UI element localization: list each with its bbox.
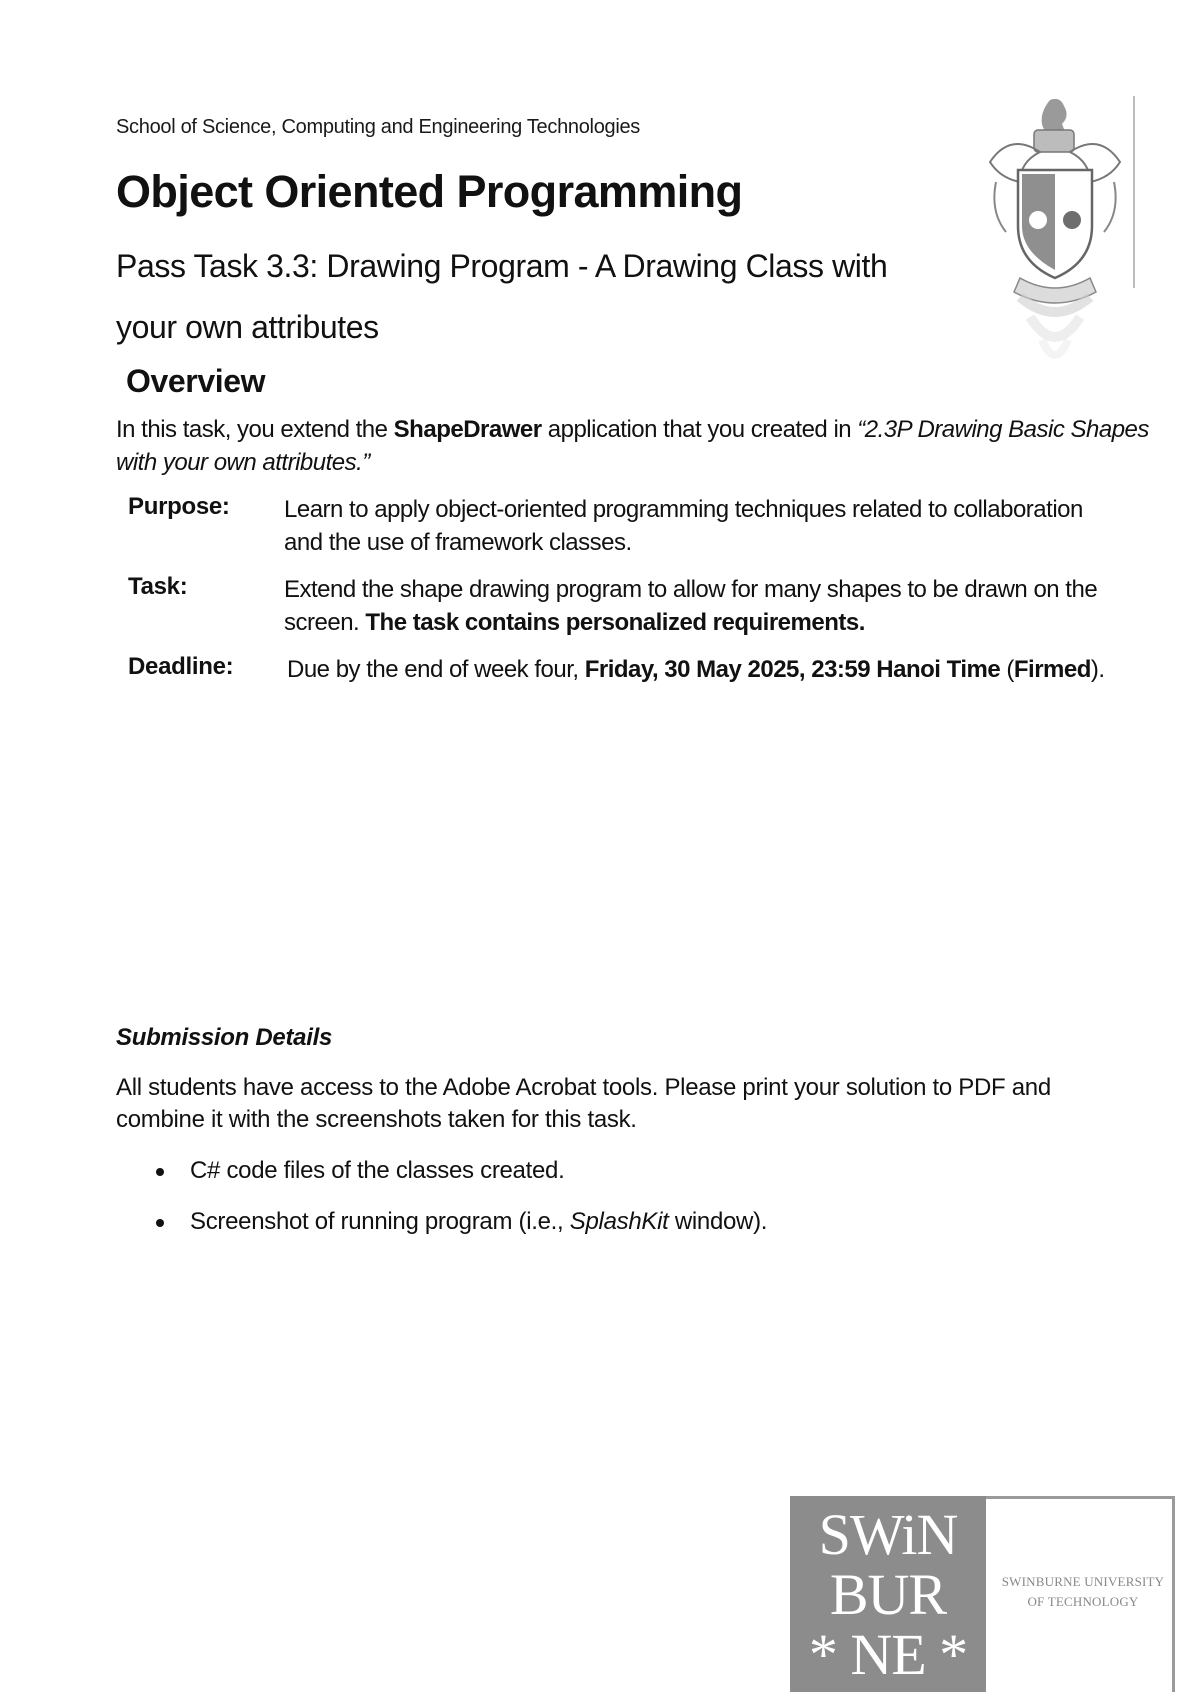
deadline-text xyxy=(287,653,1187,686)
list-item-text: C# code files of the classes created. xyxy=(190,1157,565,1184)
submission-paragraph: All students have access to the Adobe Acrobat tools. Please print your solution to PDF and combine it with the screenshots taken for this task. xyxy=(116,1074,1051,1133)
page-title: Object Oriented Programming xyxy=(116,166,743,217)
deadline-text-pre: Due by the end of week four, xyxy=(287,656,585,683)
task-row xyxy=(128,573,1188,639)
purpose-label: Purpose: xyxy=(128,493,230,520)
purpose-row xyxy=(128,493,1188,559)
bullet-icon xyxy=(156,1219,164,1227)
logo-frame-top xyxy=(986,1496,1175,1499)
list-item-text-post: window). xyxy=(668,1208,768,1235)
task-text-main: Extend the shape drawing program to allow for many shapes to be drawn on the screen. xyxy=(284,576,1098,636)
submission-heading: Submission Details xyxy=(116,1024,332,1051)
task-text xyxy=(284,573,1124,639)
university-crest-icon xyxy=(980,92,1140,382)
intro-reference: “2.3P Drawing Basic Shapes with your own attributes.” xyxy=(116,416,1149,476)
logo-box xyxy=(790,1496,986,1692)
deadline-status: Firmed xyxy=(1013,656,1091,683)
task-text-bold: The task contains personalized requirements. xyxy=(365,609,865,636)
intro-app-name: ShapeDrawer xyxy=(393,416,542,443)
task-definitions xyxy=(128,493,1188,700)
logo-line-2: BUR xyxy=(829,1562,947,1627)
logo-caption-1: SWINBURNE UNIVERSITY xyxy=(1001,1574,1165,1589)
intro-text: In this task, you extend the xyxy=(116,416,394,443)
task-label: Task: xyxy=(128,573,188,600)
swinburne-logo xyxy=(790,1496,1176,1692)
list-item xyxy=(150,1206,767,1238)
deadline-date: Friday, 30 May 2025, 23:59 Hanoi Time xyxy=(584,656,1001,683)
logo-line-3: * NE * xyxy=(808,1622,968,1687)
list-item-italic: SplashKit xyxy=(569,1208,669,1235)
logo-caption-2: OF TECHNOLOGY xyxy=(1027,1594,1139,1609)
school-name: School of Science, Computing and Engineering Technologies xyxy=(116,116,641,138)
overview-intro xyxy=(116,413,1176,479)
intro-text-mid: application that you created in xyxy=(541,416,858,443)
task-subtitle: Pass Task 3.3: Drawing Program - A Drawing Class with your own attributes xyxy=(116,248,888,345)
list-item xyxy=(150,1155,767,1187)
logo-line-1: SWiN xyxy=(818,1502,958,1567)
deadline-row xyxy=(128,653,1188,686)
list-item-text: Screenshot of running program (i.e., xyxy=(190,1208,570,1235)
deadline-text-post: ). xyxy=(1090,656,1105,683)
submission-list xyxy=(150,1155,767,1257)
deadline-label: Deadline: xyxy=(128,653,234,680)
purpose-text: Learn to apply object-oriented programming techniques related to collaboration and the use of framework classes. xyxy=(284,496,1083,556)
bullet-icon xyxy=(156,1168,164,1176)
overview-heading: Overview xyxy=(126,363,266,399)
deadline-text-mid: ( xyxy=(1000,656,1014,683)
